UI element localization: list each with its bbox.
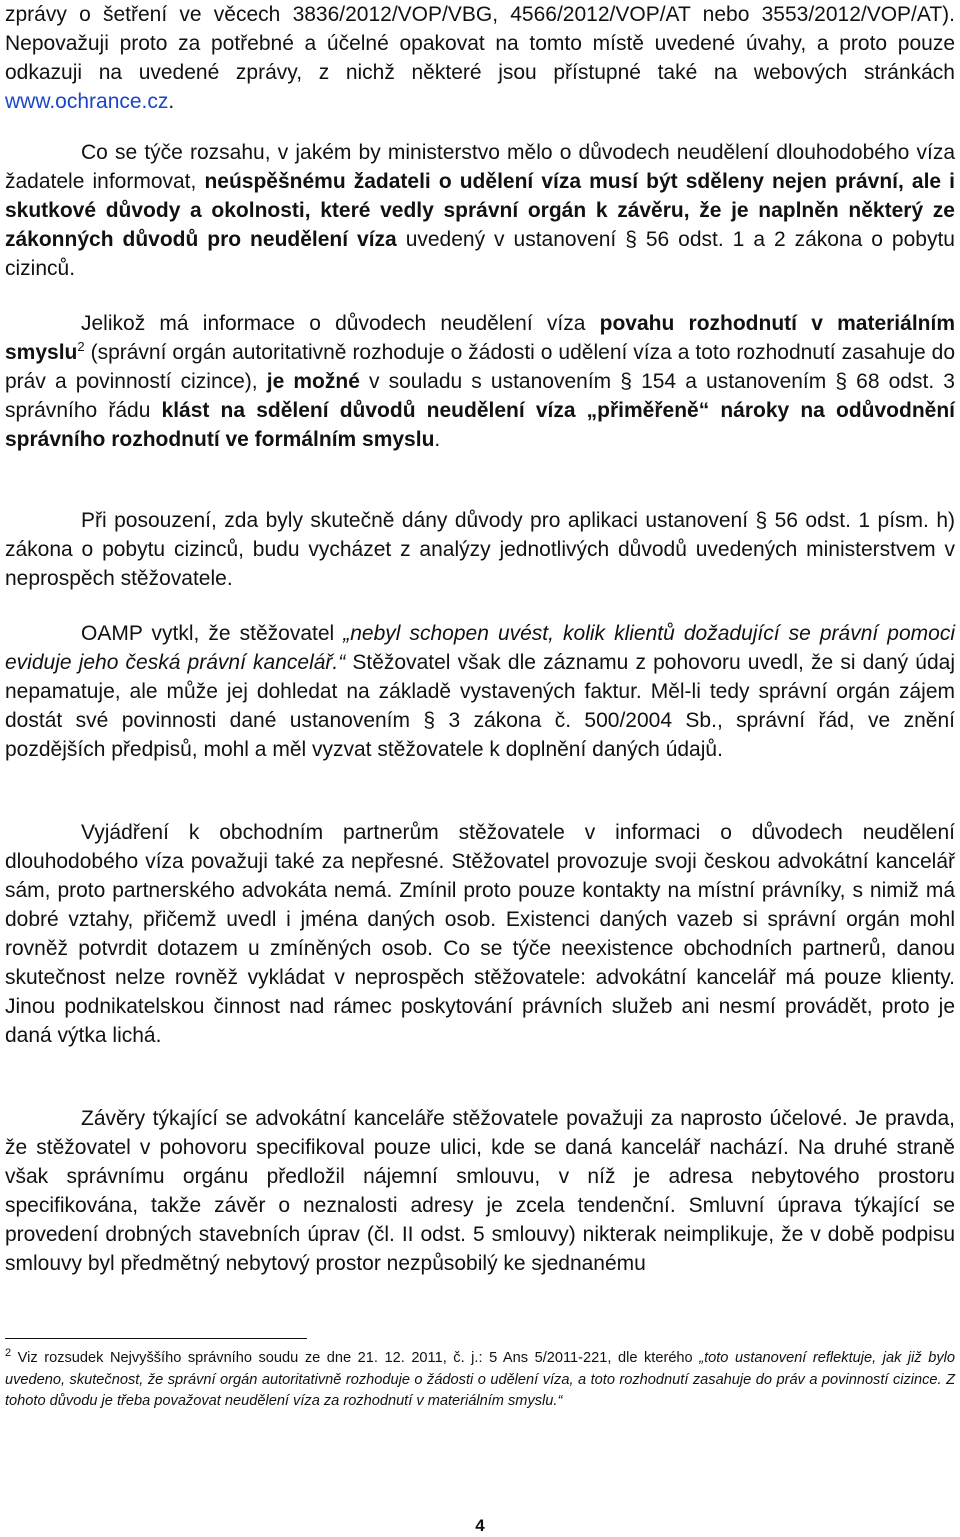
page-number: 4 bbox=[475, 1516, 485, 1535]
paragraph-intro bbox=[5, 0, 955, 116]
paragraph-text: . bbox=[434, 428, 441, 451]
quote-text: „nebyl schopen uvést, kolik klientů dožadující se právní pomoci eviduje jeho česká právní kancelář.“ bbox=[5, 622, 955, 674]
paragraph-text: uvedený v ustanovení § 56 odst. 1 a 2 zákona o pobytu cizinců. bbox=[5, 228, 955, 280]
paragraph-text: Jelikož má informace o důvodech neudělení víza bbox=[81, 312, 600, 335]
ochrance-link[interactable]: www.ochrance.cz bbox=[5, 90, 169, 113]
paragraph-oamp bbox=[5, 619, 955, 764]
footnote-reference[interactable]: 2 bbox=[77, 339, 85, 354]
paragraph-text: zprávy o šetření ve věcech 3836/2012/VOP/VBG, 4566/2012/VOP/AT nebo 3553/2012/VOP/AT). Nepovažuji proto za potřebné a účelné opakovat na tomto místě uvedené úvahy, a proto pouze odkazuji na uvedené zprávy, z nichž některé jsou přístupné také na webových stránkách bbox=[5, 3, 955, 84]
paragraph-partners: Vyjádření k obchodním partnerům stěžovatele v informaci o důvodech neudělení dlouhodobého víza považuji také za nepřesné. Stěžovatel provozuje svoji českou advokátní kancelář sám, proto partnerského advokáta nemá. Zmínil proto pouze kontakty na místní právníky, s nimiž má dobré vztahy, přičemž uvedl i jména daných osob. Existenci daných vazeb si správní orgán mohl rovněž potvrdit dotazem u zmíněných osob. Co se týče neexistence obchodních partnerů, danou skutečnost nelze rovněž vykládat v neprospěch stěžovatele: advokátní kancelář má pouze klienty. Jinou podnikatelskou činnost nad rámec poskytování právních služeb ani nesmí provádět, proto je daná výtka lichá. bbox=[5, 821, 955, 1047]
paragraph-scope bbox=[5, 138, 955, 283]
emphasis-text: klást na sdělení důvodů neudělení víza „přiměřeně“ nároky na odůvodnění správního rozhodnutí ve formálním smyslu bbox=[5, 399, 955, 451]
footnote bbox=[5, 1348, 955, 1413]
paragraph-nature bbox=[5, 309, 955, 454]
paragraph-text: OAMP vytkl, že stěžovatel bbox=[81, 622, 344, 645]
paragraph-text: Stěžovatel však dle záznamu z pohovoru uvedl, že si daný údaj nepamatuje, ale může jej dohledat na základě vystavených faktur. Měl-li tedy správní orgán zájem dostát své povinnosti dané ustanovením § 3 zákona č. 500/2004 Sb., správní řád, ve znění pozdějších předpisů, mohl a měl vyzvat stěžovatele k doplnění daných údajů. bbox=[5, 651, 956, 761]
footnote-quote: „toto ustanovení reflektuje, jak již bylo uvedeno, skutečnost, že správní orgán autoritativně rozhoduje o žádosti o udělení víza, a toto rozhodnutí zasahuje do práv a povinností cizince. Z tohoto důvodu je třeba považovat neudělení víza za rozhodnutí v materiálním smyslu.“ bbox=[5, 1350, 956, 1409]
footnote-separator bbox=[5, 1338, 307, 1339]
paragraph-text: Co se týče rozsahu, v jakém by ministerstvo mělo o důvodech neudělení dlouhodobého víza žadatele informovat, bbox=[5, 141, 955, 193]
paragraph-text: (správní orgán autoritativně rozhoduje o žádosti o udělení víza a toto rozhodnutí zasahuje do práv a povinností cizince), bbox=[5, 341, 955, 393]
emphasis-text: povahu rozhodnutí v materiálním smyslu bbox=[5, 312, 955, 364]
paragraph-text: v souladu s ustanovením § 154 a ustanovením § 68 odst. 3 správního řádu bbox=[5, 370, 955, 422]
paragraph-assessment: Při posouzení, zda byly skutečně dány důvody pro aplikaci ustanovení § 56 odst. 1 písm. h) zákona o pobytu cizinců, budu vycházet z analýzy jednotlivých důvodů uvedených ministerstvem v neprospěch stěžovatele. bbox=[5, 509, 955, 590]
paragraph-text: . bbox=[168, 90, 175, 113]
footnote-number: 2 bbox=[5, 1347, 12, 1360]
emphasis-text: neúspěšnému žadateli o udělení víza musí být sděleny nejen právní, ale i skutkové důvody a okolnosti, které vedly správní orgán k závěru, že je naplněn některý ze zákonných důvodů pro neudělení víza bbox=[5, 170, 956, 251]
footnote-text: Viz rozsudek Nejvyššího správního soudu ze dne 21. 12. 2011, č. j.: 5 Ans 5/2011-221, dle kterého bbox=[11, 1350, 700, 1366]
emphasis-text: je možné bbox=[266, 370, 360, 393]
paragraph-office: Závěry týkající se advokátní kanceláře stěžovatele považuji za naprosto účelové. Je pravda, že stěžovatel v pohovoru specifikoval pouze ulici, kde se daná kancelář nachází. Na druhé straně však správnímu orgánu předložil nájemní smlouvu, v níž je adresa nebytového prostoru specifikována, takže závěr o neznalosti adresy je zcela tendenční. Smluvní úprava týkající se provedení drobných stavebních úprav (čl. II odst. 5 smlouvy) nikterak neimplikuje, že v době podpisu smlouvy byl předmětný nebytový prostor nezpůsobilý ke sjednanému bbox=[5, 1107, 955, 1275]
